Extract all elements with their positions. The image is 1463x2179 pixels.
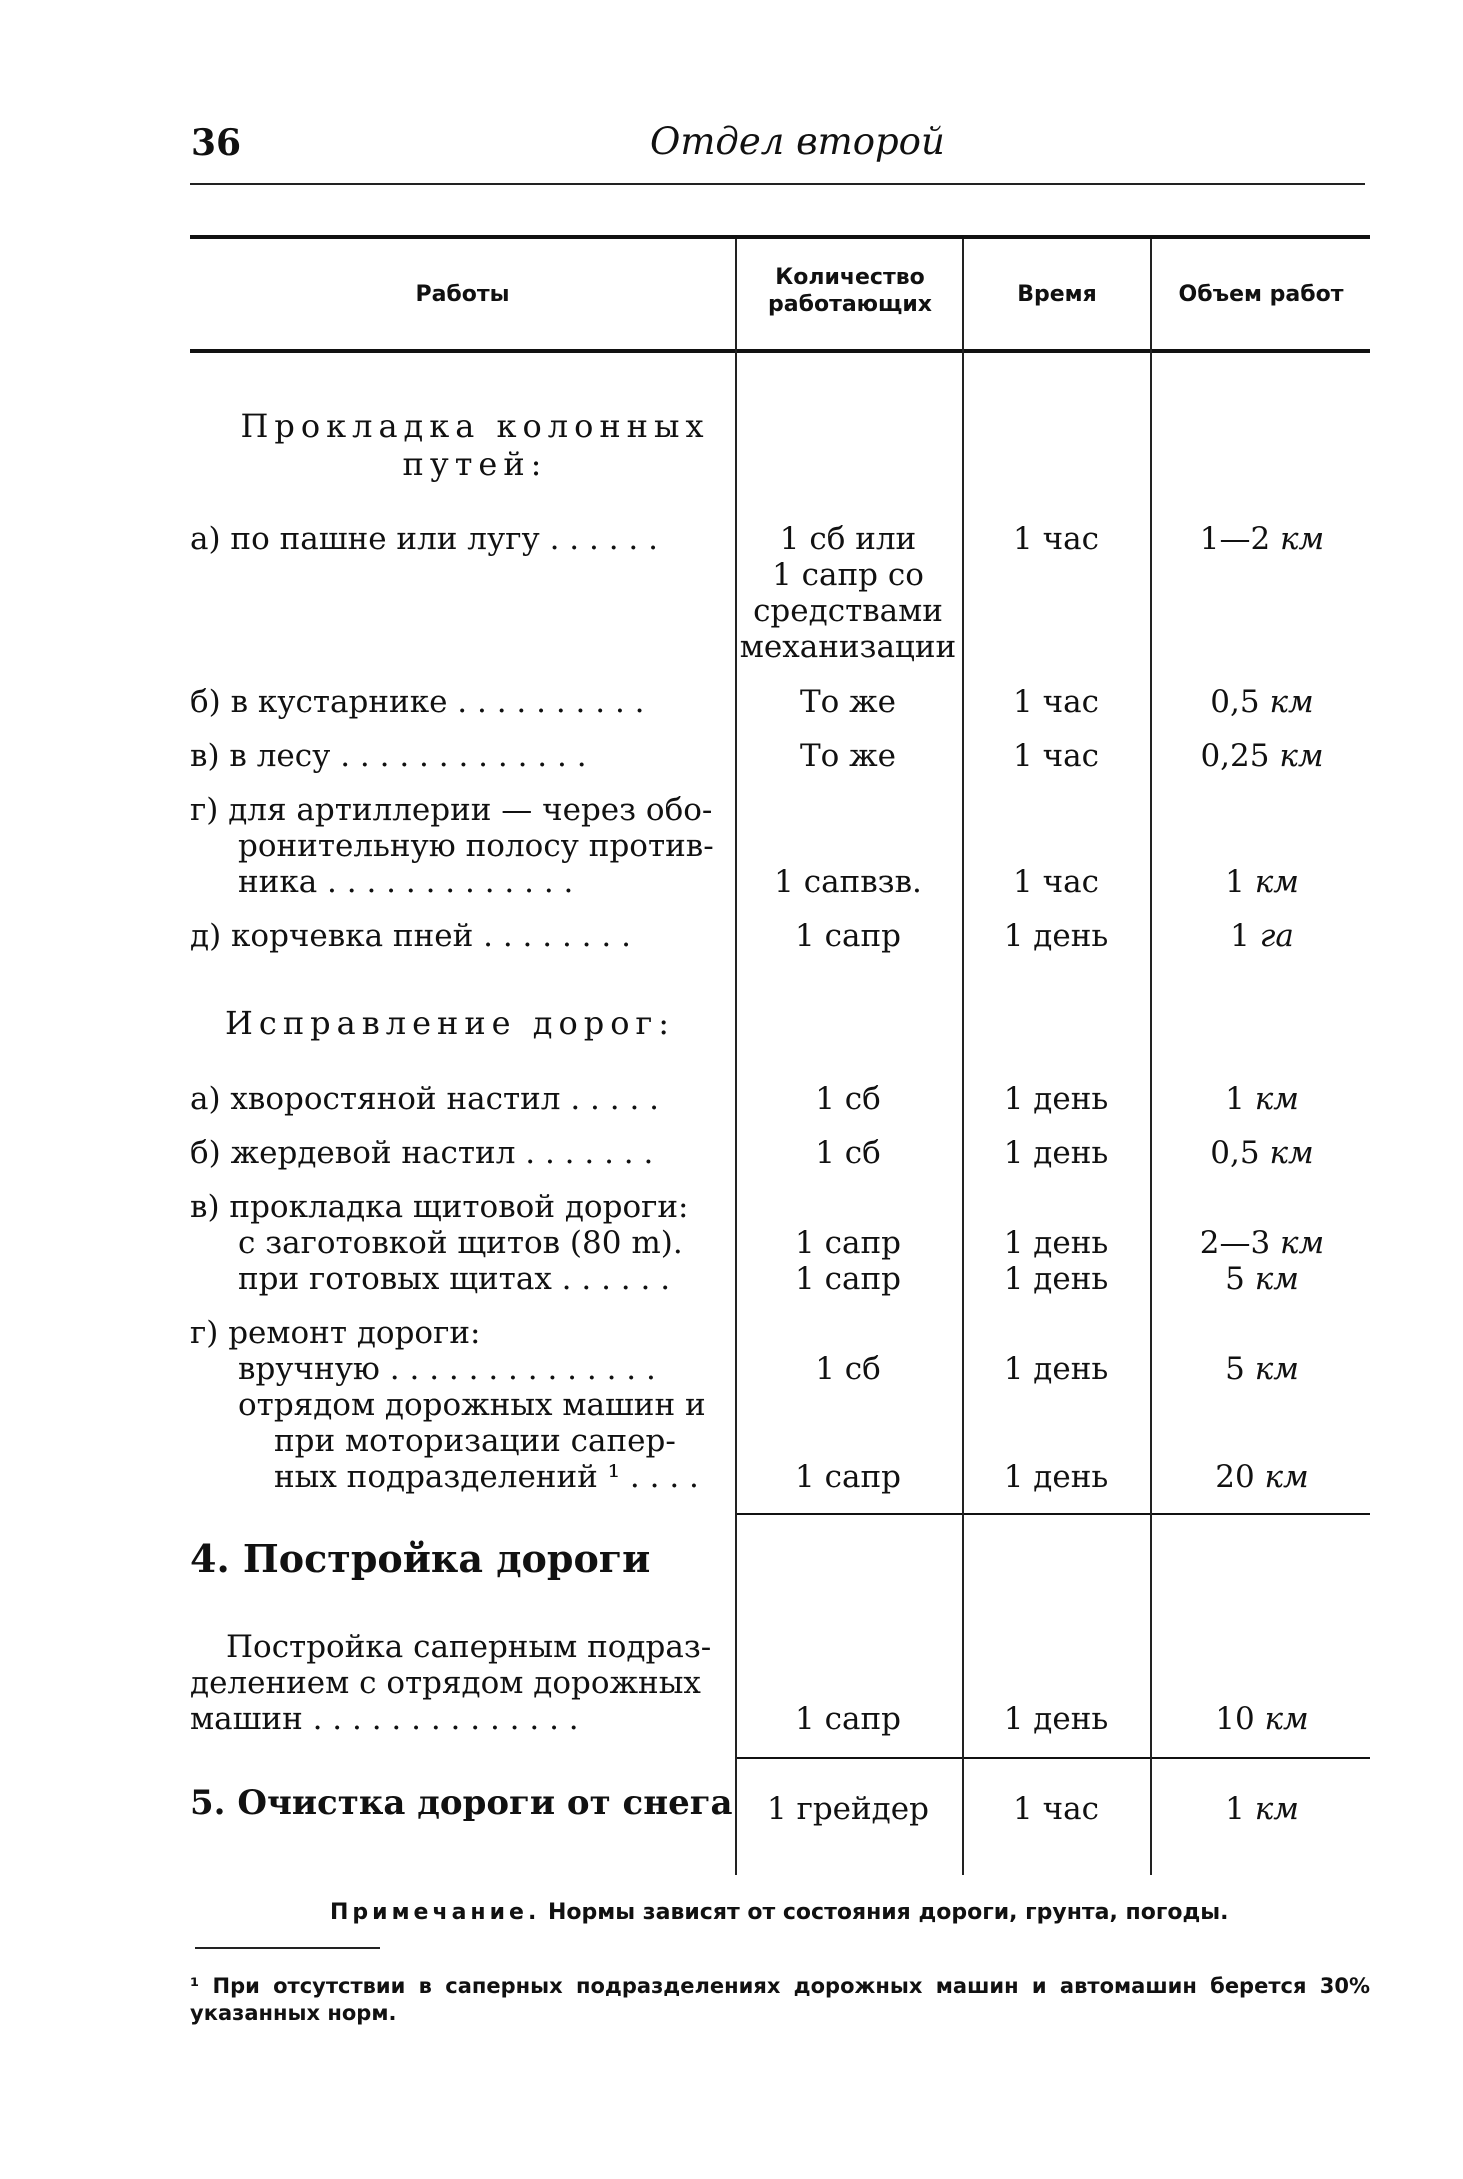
work-label: отрядом дорожных машин и при моторизации сапер- ных подразделений ¹ . . . .: [238, 1387, 706, 1495]
count-cell: 1 сб: [815, 1081, 881, 1117]
time-cell: 1 день: [1003, 1701, 1109, 1737]
col-header-time: Время: [1017, 282, 1097, 307]
group-heading-paths: Прокладка колонных путей:: [240, 407, 710, 483]
work-label: в) в лесу . . . . . . . . . . . . .: [190, 738, 587, 774]
col-header-works: Работы: [415, 282, 510, 307]
work-label: а) хворостяной настил . . . . .: [190, 1081, 660, 1117]
footnote: ¹ При отсутствии в саперных подразделениях дорожных машин и автомашин берется 30% указанных норм.: [190, 1974, 1370, 2025]
col-divider-2: [962, 239, 964, 1875]
volume-cell: 1 км: [1225, 1791, 1299, 1827]
time-cell: 1 час: [1013, 864, 1099, 900]
table-top-rule: [190, 235, 1370, 239]
time-cell: 1 день: [1003, 1351, 1109, 1387]
count-cell: 1 сб или 1 сапр со средствами механизации: [739, 521, 957, 665]
count-cell: 1 сапр: [795, 918, 901, 954]
time-cell: 1 час: [1013, 684, 1099, 720]
note-label: Примечание.: [330, 1900, 541, 1925]
count-cell: 1 сапр: [795, 1701, 901, 1737]
count-cell: 1 сб: [815, 1351, 881, 1387]
work-label: д) корчевка пней . . . . . . . .: [190, 918, 631, 954]
group-heading-repair: Исправление дорог:: [225, 1004, 676, 1042]
col-divider-1: [735, 239, 737, 1875]
section-5-rule: [735, 1757, 1370, 1759]
time-cell: 1 день: [1003, 1459, 1109, 1495]
col-header-count: Количество работающих: [768, 265, 932, 317]
note-text: Нормы зависят от состояния дороги, грунта, погоды.: [548, 1900, 1229, 1925]
count-cell: 1 сапр: [795, 1459, 901, 1495]
work-label: в) прокладка щитовой дороги: с заготовкой щитов (80 m). при готовых щитах . . . . . .: [190, 1189, 689, 1297]
work-label: б) жердевой настил . . . . . . .: [190, 1135, 654, 1171]
time-cell: 1 час: [1013, 1791, 1099, 1827]
header-bottom-rule: [190, 349, 1370, 353]
work-label: г) для артиллерии — через обо- ронительную полосу против- ника . . . . . . . . . . . . .: [190, 792, 714, 900]
count-cell: 1 грейдер: [767, 1791, 929, 1827]
volume-cell: 1—2 км: [1199, 521, 1325, 557]
table-note: [330, 1900, 1228, 1925]
work-label: б) в кустарнике . . . . . . . . . .: [190, 684, 645, 720]
work-label: а) по пашне или лугу . . . . . .: [190, 521, 658, 557]
col-divider-3: [1150, 239, 1152, 1875]
time-cell: 1 день: [1003, 1135, 1109, 1171]
section-5-title: 5. Очистка дороги от снега: [190, 1783, 733, 1823]
running-title: Отдел второй: [650, 120, 945, 163]
volume-cell: 1 га: [1230, 918, 1294, 954]
section-4-rule: [735, 1513, 1370, 1515]
work-norms-table: [190, 235, 1370, 1875]
col-header-volume: Объем работ: [1178, 282, 1344, 307]
time-cell: 1 день: [1003, 918, 1109, 954]
volume-cell: 0,25 км: [1200, 738, 1324, 774]
time-cell: 1 день: [1003, 1081, 1109, 1117]
section-4-title: 4. Постройка дороги: [190, 1536, 651, 1581]
count-cell: То же: [799, 738, 897, 774]
time-cell: 1 день 1 день: [1003, 1225, 1109, 1297]
page-number: 36: [191, 122, 242, 164]
count-cell: То же: [799, 684, 897, 720]
volume-cell: 5 км: [1225, 1351, 1299, 1387]
volume-cell: 1 км: [1225, 1081, 1299, 1117]
time-cell: 1 час: [1013, 521, 1099, 557]
volume-cell: 0,5 км: [1210, 684, 1314, 720]
volume-cell: 2—3 км 5 км: [1199, 1225, 1325, 1297]
volume-cell: 1 км: [1225, 864, 1299, 900]
count-cell: 1 сапвзв.: [774, 864, 922, 900]
work-label: г) ремонт дороги: вручную . . . . . . . . . . . . . .: [190, 1315, 656, 1387]
volume-cell: 10 км: [1215, 1701, 1309, 1737]
time-cell: 1 час: [1013, 738, 1099, 774]
volume-cell: 20 км: [1215, 1459, 1309, 1495]
count-cell: 1 сб: [815, 1135, 881, 1171]
volume-cell: 0,5 км: [1210, 1135, 1314, 1171]
work-label: Постройка саперным подраз- делением с отрядом дорожных машин . . . . . . . . . . . . . .: [190, 1629, 712, 1737]
header-rule: [190, 183, 1365, 185]
count-cell: 1 сапр 1 сапр: [795, 1225, 901, 1297]
footnote-rule: [195, 1947, 380, 1949]
